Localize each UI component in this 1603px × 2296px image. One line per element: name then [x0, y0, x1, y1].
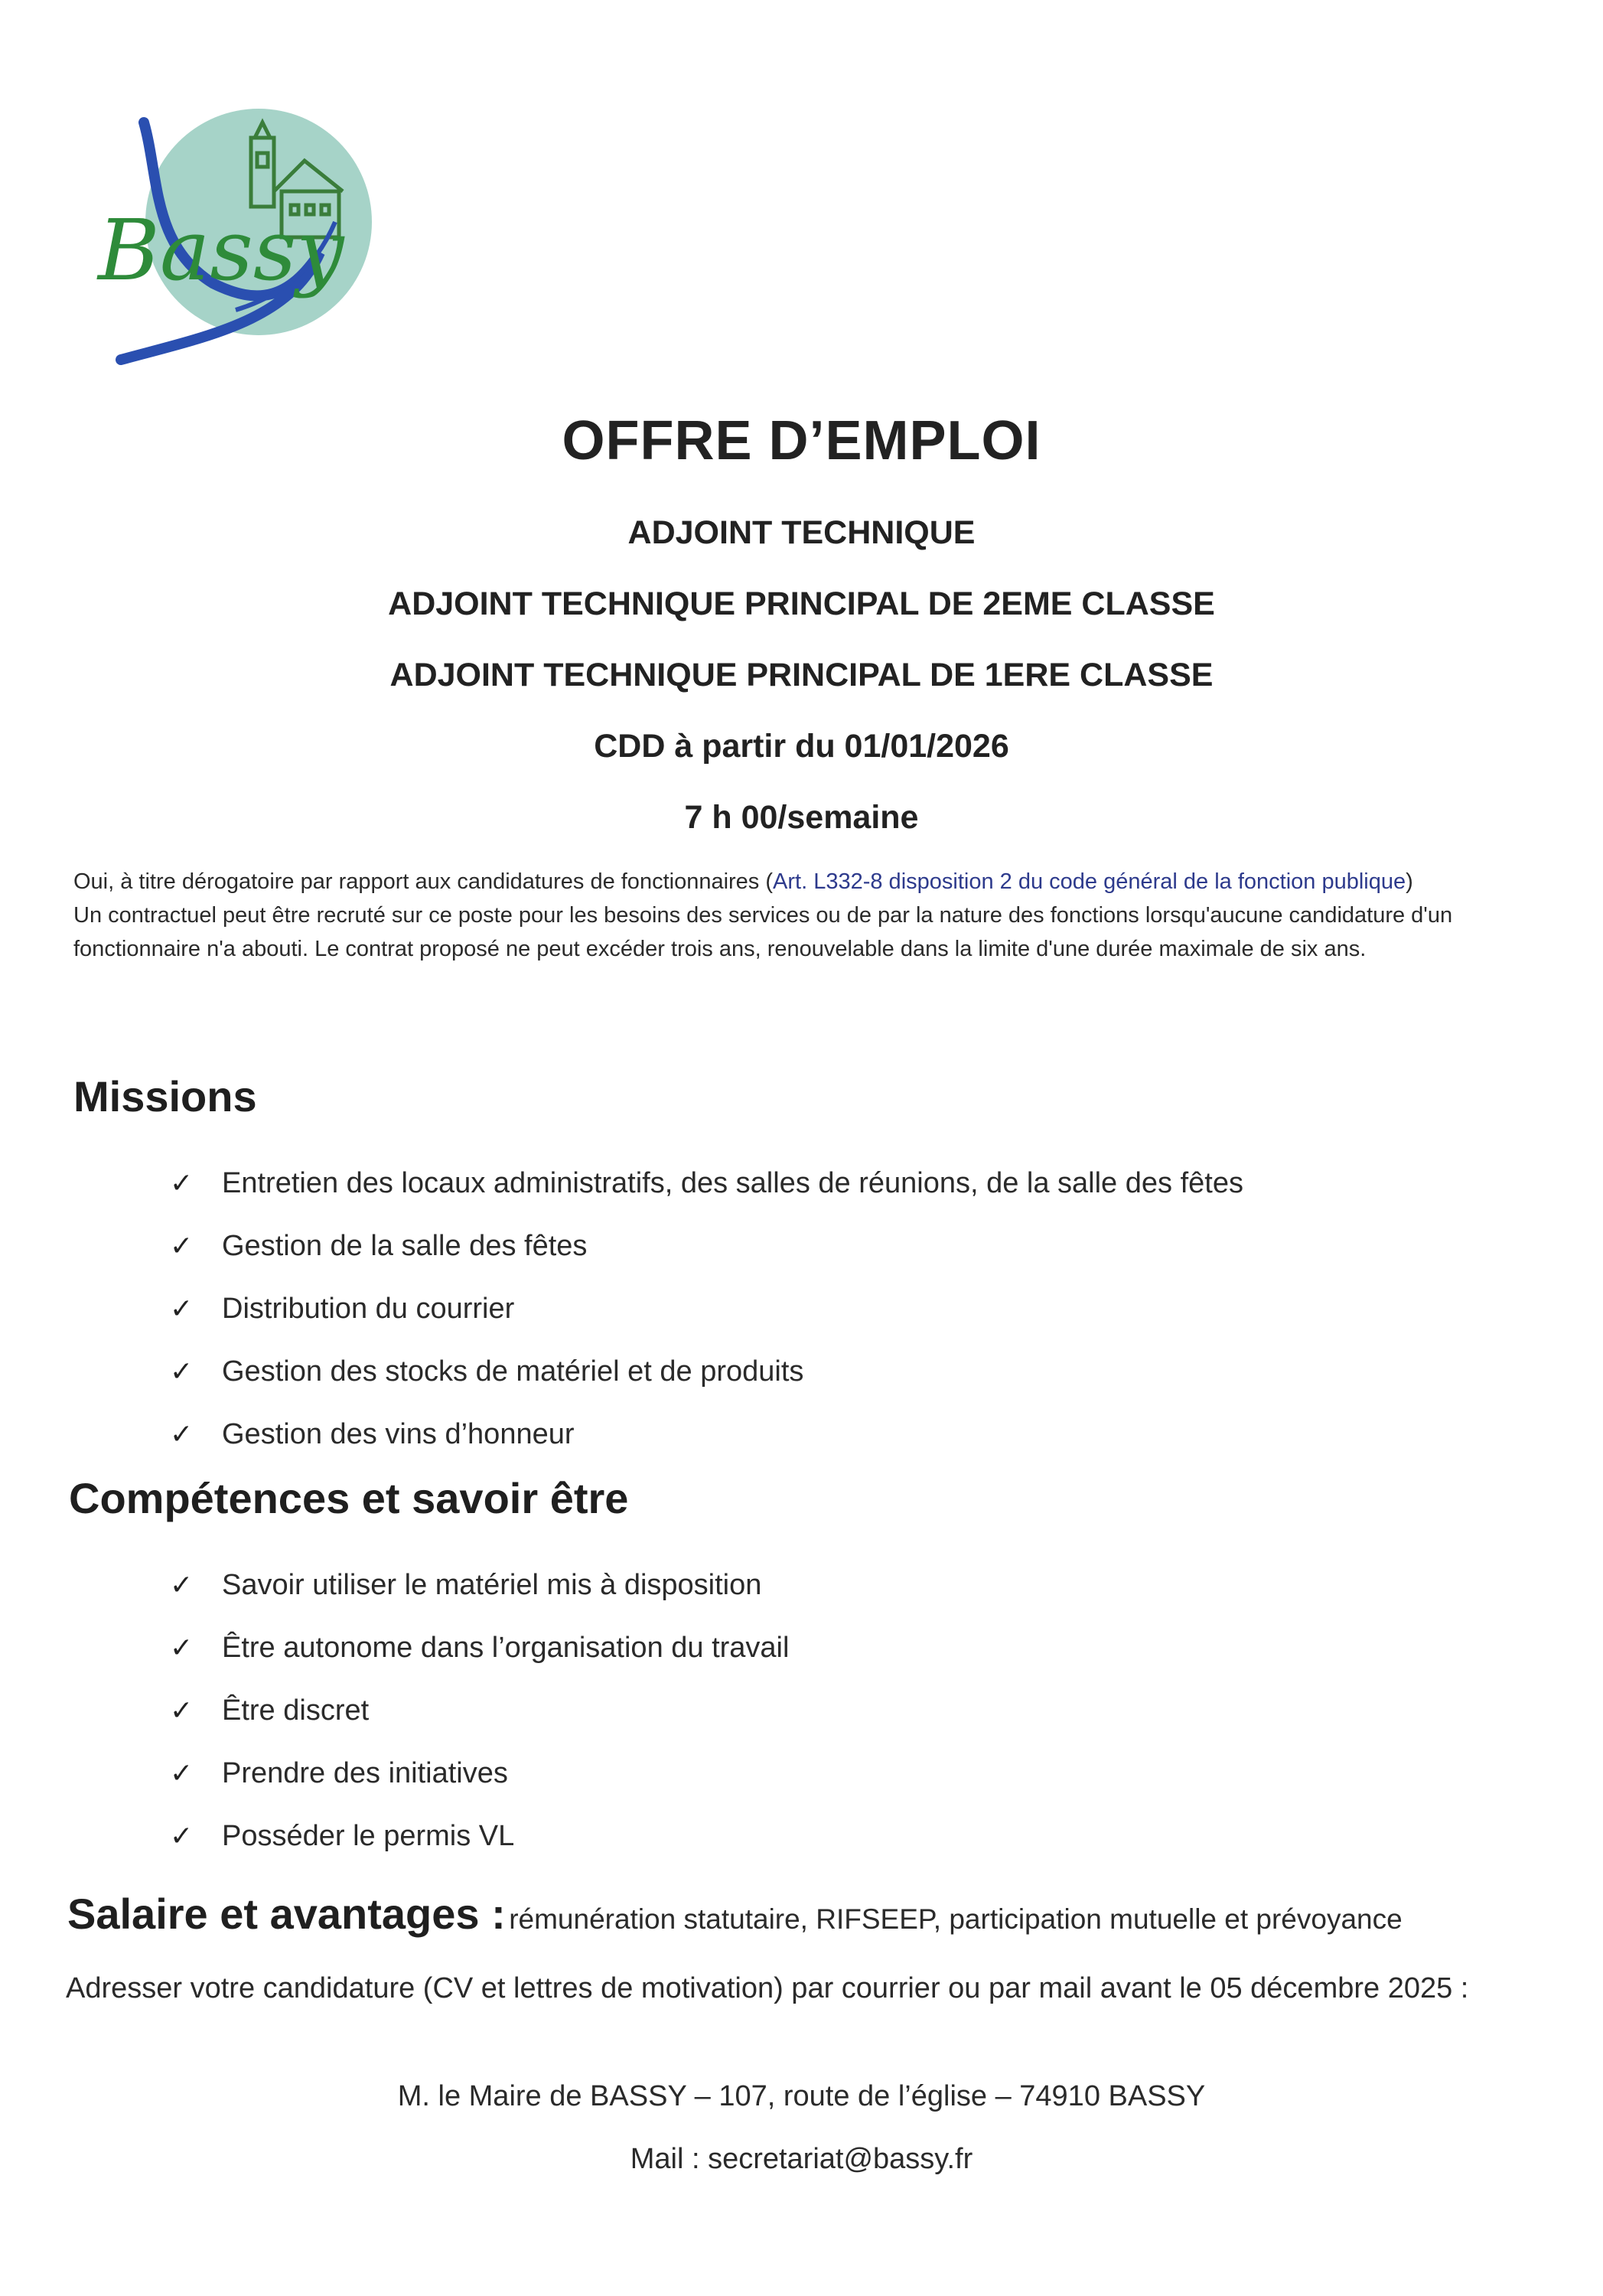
bassy-logo-graphic [90, 107, 396, 367]
intro-p2: Un contractuel peut être recruté sur ce poste pour les besoins des services ou de par la nature des fonctions lorsqu'aucune candidature d'un fonctionnaire n'a abouti. Le contrat proposé ne peut excéder trois ans, renouvelable dans la limite d'une durée maximale de six ans. [73, 903, 1453, 961]
list-item: ✓ Prendre des initiatives [170, 1742, 789, 1805]
salary-heading: Salaire et avantages : [67, 1890, 506, 1938]
competences-list [170, 1554, 789, 1867]
weekly-hours: 7 h 00/semaine [684, 799, 919, 836]
list-item: ✓ Gestion de la salle des fêtes [170, 1215, 1243, 1277]
bassy-logo [90, 107, 396, 367]
logo-text: Bassy [98, 201, 344, 299]
contract-start: CDD à partir du 01/01/2026 [594, 728, 1009, 765]
salary-value: rémunération statutaire, RIFSEEP, participation mutuelle et prévoyance [509, 1903, 1403, 1935]
list-item: ✓ Savoir utiliser le matériel mis à disposition [170, 1554, 789, 1616]
check-icon: ✓ [170, 1820, 194, 1851]
check-icon: ✓ [170, 1293, 194, 1324]
job-title-2: ADJOINT TECHNIQUE PRINCIPAL DE 2EME CLASSE [388, 585, 1215, 622]
missions-heading: Missions [73, 1072, 257, 1120]
list-item: ✓ Être discret [170, 1679, 789, 1742]
check-icon: ✓ [170, 1694, 194, 1726]
missions-list [170, 1152, 1243, 1466]
application-instructions: Adresser votre candidature (CV et lettres de motivation) par courrier ou par mail avant le 05 décembre 2025 : [66, 1972, 1469, 2004]
check-icon: ✓ [170, 1230, 194, 1261]
check-icon: ✓ [170, 1757, 194, 1789]
postal-address: M. le Maire de BASSY – 107, route de l’église – 74910 BASSY [397, 2080, 1206, 2112]
check-icon: ✓ [170, 1632, 194, 1663]
intro-p1-end: ) [1406, 869, 1413, 894]
intro-p1: Oui, à titre dérogatoire par rapport aux candidatures de fonctionnaires ( [73, 869, 774, 894]
intro-text [73, 865, 1558, 966]
competences-heading: Compétences et savoir être [69, 1474, 629, 1522]
job-title-1: ADJOINT TECHNIQUE [627, 514, 976, 551]
list-item: ✓ Distribution du courrier [170, 1277, 1243, 1340]
contact-email: Mail : secretariat@bassy.fr [630, 2143, 973, 2175]
list-item: ✓ Posséder le permis VL [170, 1805, 789, 1867]
legal-reference: Art. L332-8 disposition 2 du code général de la fonction publique [773, 869, 1406, 894]
check-icon: ✓ [170, 1355, 194, 1387]
list-item: ✓ Gestion des vins d’honneur [170, 1403, 1243, 1466]
salary-line [67, 1889, 1582, 1939]
page-title: OFFRE D’EMPLOI [562, 410, 1041, 471]
check-icon: ✓ [170, 1167, 194, 1199]
list-item: ✓ Entretien des locaux administratifs, des salles de réunions, de la salle des fêtes [170, 1152, 1243, 1215]
check-icon: ✓ [170, 1418, 194, 1450]
check-icon: ✓ [170, 1569, 194, 1600]
list-item: ✓ Être autonome dans l’organisation du travail [170, 1616, 789, 1679]
job-title-3: ADJOINT TECHNIQUE PRINCIPAL DE 1ERE CLASSE [389, 657, 1214, 693]
list-item: ✓ Gestion des stocks de matériel et de produits [170, 1340, 1243, 1403]
